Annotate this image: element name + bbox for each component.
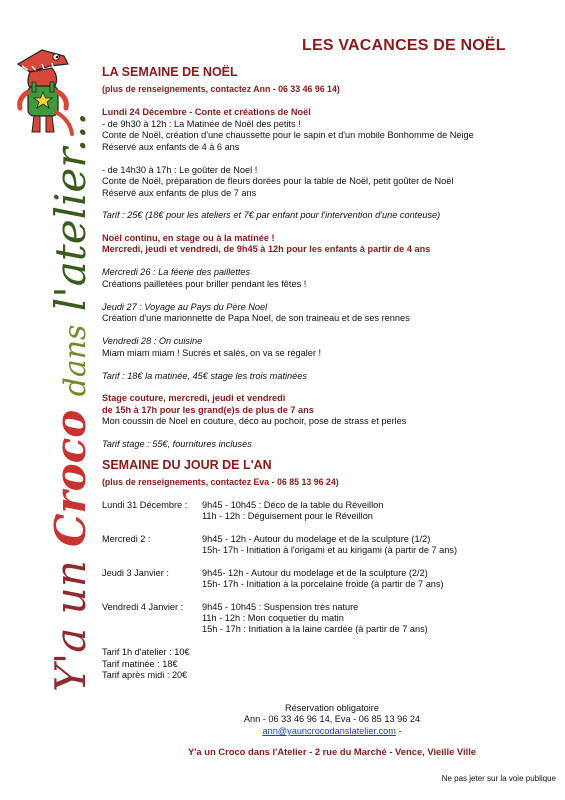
week1-heading: LA SEMAINE DE NOËL xyxy=(102,65,238,79)
schedule-day: Jeudi 3 Janvier : xyxy=(102,568,169,578)
day24-line-2: Conte de Noël, création d'une chaussette pour le sapin et d'un mobile Bonhomme de Neige xyxy=(102,130,474,140)
day27-title: Jeudi 27 : Voyage au Pays du Père Noel xyxy=(102,302,268,312)
tarif-line: Tarif 1h d'atelier : 10€ xyxy=(102,647,190,657)
day24-line-3: Réservé aux enfants de 4 à 6 ans xyxy=(102,142,240,152)
schedule-day: Mercredi 2 : xyxy=(102,534,151,544)
tarif-line: Tarif après midi : 20€ xyxy=(102,670,188,680)
day24-line-5: Conte de Noël, préparation de fleurs dorées pour la table de Noël, petit goûter de Noël xyxy=(102,176,454,186)
day24-line-6: Réservé aux enfants de plus de 7 ans xyxy=(102,188,257,198)
continu-title-1: Noël continu, en stage ou à la matinée ! xyxy=(102,233,275,243)
schedule-slot: 11h - 12h : Déguisement pour le Réveillon xyxy=(202,511,373,521)
week2-heading: SEMAINE DU JOUR DE L'AN xyxy=(102,458,272,472)
day28-title: Vendredi 28 : On cuisine xyxy=(102,336,203,346)
schedule-day: Lundi 31 Décembre : xyxy=(102,500,188,510)
day24-line-4: - de 14h30 à 17h : Le goûter de Noel ! xyxy=(102,165,258,175)
couture-title-2: de 15h à 17h pour les grand(e)s de plus de 7 ans xyxy=(102,405,314,415)
day28-desc: Miam miam miam ! Sucrés et salés, on va se régaler ! xyxy=(102,348,322,358)
day24-title: Lundi 24 Décembre - Conte et créations de Noël xyxy=(102,107,311,117)
schedule-slot: 9h45 - 12h - Autour du modelage et de la sculpture (1/2) xyxy=(202,534,431,544)
week1-contact: (plus de renseignements, contactez Ann - 06 33 46 96 14) xyxy=(102,84,340,94)
day26-desc: Créations pailletées pour briller pendant les fêtes ! xyxy=(102,279,307,289)
brand-word-4: l'atelier... xyxy=(46,112,95,312)
email-link[interactable]: ann@yauncrocodanslatelier.com xyxy=(262,726,396,736)
brand-vertical-text xyxy=(46,112,95,692)
brand-word-1: Y'a un xyxy=(46,560,95,692)
brand-word-2: Croco xyxy=(46,409,95,547)
schedule-slot: 9h45 - 10h45 : Suspension très nature xyxy=(202,602,359,612)
email-suffix: - xyxy=(395,726,402,736)
reservation-phones: Ann - 06 33 46 96 14, Eva - 06 85 13 96 24 xyxy=(243,714,421,724)
reservation-email-line xyxy=(102,726,562,738)
couture-desc: Mon coussin de Noel en couture, déco au pochoir, pose de strass et perles xyxy=(102,416,407,426)
tarif-line: Tarif matinée : 18€ xyxy=(102,659,178,669)
day24-tarif: Tarif : 25€ (18€ pour les ateliers et 7€ par enfant pour l'intervention d'une conteuse) xyxy=(102,210,441,220)
page-title: LES VACANCES DE NOËL xyxy=(302,37,506,54)
schedule-slot: 15h- 17h - Initiation à l'origami et au kirigami (à partir de 7 ans) xyxy=(202,545,458,555)
schedule-slot: 15h- 17h - Initiation à la porcelaine froide (à partir de 7 ans) xyxy=(202,579,444,589)
footer-address: Y'a un Croco dans l'Atelier - 2 rue du Marché - Vence, Vieille Ville xyxy=(187,746,477,757)
schedule-slot: 9h45 - 10h45 : Déco de la table du Réveillon xyxy=(202,500,384,510)
day26-title: Mercredi 26 : La féerie des paillettes xyxy=(102,267,251,277)
day24-line-1: - de 9h30 à 12h : La Matinée de Noël des petits ! xyxy=(102,119,301,129)
day27-desc: Création d'une marionnette de Papa Noel, de son traineau et de ses rennes xyxy=(102,313,410,323)
reservation-title: Réservation obligatoire xyxy=(285,703,379,713)
couture-tarif: Tarif stage : 55€, fournitures incluses xyxy=(102,439,252,449)
footer-note: Ne pas jeter sur la voie publique xyxy=(441,774,556,783)
continu-tarif: Tarif : 18€ la matinée, 45€ stage les trois matinées xyxy=(102,371,307,381)
couture-title-1: Stage couture, mercredi, jeudi et vendredi xyxy=(102,393,286,403)
schedule-day: Vendredi 4 Janvier : xyxy=(102,602,184,612)
schedule-slot: 11h - 12h : Mon coquetier du matin xyxy=(202,613,344,623)
schedule-slot: 9h45- 12h - Autour du modelage et de la sculpture (2/2) xyxy=(202,568,428,578)
brand-word-3: dans xyxy=(58,324,93,397)
continu-title-2: Mercredi, jeudi et vendredi, de 9h45 à 12h pour les enfants à partir de 4 ans xyxy=(102,244,431,254)
schedule-slot: 15h - 17h : Initiation à la laine cardée (à partir de 7 ans) xyxy=(202,624,428,634)
week2-contact: (plus de renseignements, contactez Eva - 06 85 13 96 24) xyxy=(102,477,339,487)
